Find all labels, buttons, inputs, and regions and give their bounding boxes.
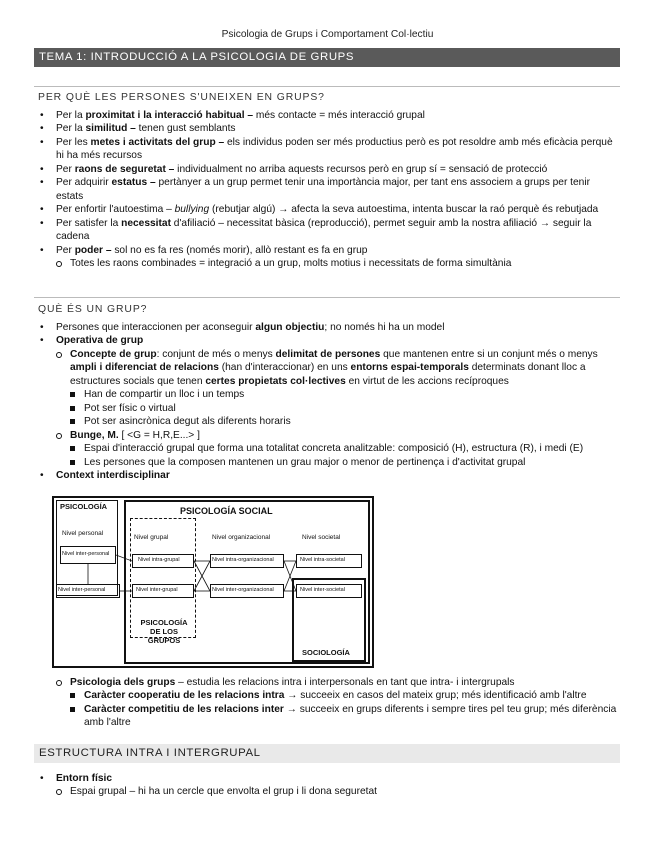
- page-header: Psicologia de Grups i Comportament Col·lectiu: [221, 29, 434, 40]
- list-item: Han de compartir un lloc i un temps: [38, 388, 618, 401]
- list-item: • Per les metes i activitats del grup – els individus poden ser més productius però es pot resoldre amb més eficàcia perquè hi ha més recursos: [38, 136, 618, 163]
- list-item: • Operativa de grup: [38, 334, 618, 347]
- list-item: Concepte de grup: conjunt de més o menys delimitat de persones que mantenen entre si un conjunt més o menys ampli i diferenciat de relacions (han d'interaccionar) en uns entorns espai-temporals determinats donant lloc a estructures socials que tenen certes propietats col·lectives en virtut de les accions recíproques: [38, 348, 618, 388]
- chapter-title-bar: TEMA 1: INTRODUCCIÓ A LA PSICOLOGIA DE GRUPS: [34, 48, 620, 67]
- structure-list: [38, 772, 618, 799]
- section-divider: [34, 297, 620, 298]
- list-item: Caràcter competitiu de les relacions inter → succeeix en grups diferents i sempre tires pel teu grup; més diferència amb l'altre: [38, 703, 618, 730]
- list-item: • Per poder – sol no es fa res (només morir), allò restant es fa en grup: [38, 244, 618, 257]
- interdisciplinary-diagram: [52, 496, 374, 668]
- label-nivel-interpersonal-2: Nivel inter-personal: [58, 587, 106, 593]
- label-nivel-societal: Nivel societal: [302, 534, 341, 541]
- label-psicologia-social: PSICOLOGÍA SOCIAL: [180, 506, 273, 516]
- list-item: Totes les raons combinades = integració a un grup, molts motius i necessitats de forma simultània: [38, 257, 618, 270]
- label-nivel-intragrupal: Nivel intra-grupal: [138, 557, 180, 563]
- label-nivel-intraorganizacional: Nivel intra-organizacional: [212, 557, 274, 563]
- list-item: • Per adquirir estatus – pertànyer a un grup permet tenir una importància major, per tant ens associem a grups per tenir estats: [38, 176, 618, 203]
- label-nivel-personal: Nivel personal: [62, 530, 104, 537]
- list-item: • Per la similitud – tenen gust semblants: [38, 122, 618, 135]
- section-title-what-is-group: QUÈ ÉS UN GRUP?: [38, 304, 148, 315]
- section-bar-intra-intergroup: ESTRUCTURA INTRA I INTERGRUPAL: [34, 744, 620, 763]
- reasons-list: [38, 109, 618, 270]
- list-item: Bunge, M. [ <G = H,R,E...> ]: [38, 429, 618, 442]
- diagram-arrows: [52, 496, 374, 668]
- label-nivel-intrasocietal: Nivel intra-societal: [300, 557, 345, 563]
- label-nivel-interpersonal: Nivel inter-personal: [62, 551, 110, 557]
- list-item: • Per raons de seguretat – individualment no arriba aquests recursos però en grup sí = sensació de protecció: [38, 163, 618, 176]
- label-sociologia: SOCIOLOGÍA: [302, 648, 350, 657]
- label-nivel-intersocietal: Nivel inter-societal: [300, 587, 345, 593]
- list-item: Les persones que la composen mantenen un grau major o menor de pertinença i d'activitat grupal: [38, 456, 618, 469]
- list-item: • Persones que interaccionen per aconseguir algun objectiu; no només hi ha un model: [38, 321, 618, 334]
- label-psicologia: PSICOLOGÍA: [60, 502, 108, 511]
- list-item: Pot ser asincrònica degut als diferents horaris: [38, 415, 618, 428]
- list-item: • Per la proximitat i la interacció habitual – més contacte = més interacció grupal: [38, 109, 618, 122]
- label-nivel-intergrupal: Nivel inter-grupal: [136, 587, 178, 593]
- section-divider: [34, 86, 620, 87]
- list-item: • Per satisfer la necessitat d'afiliació – necessitat bàsica (reproducció), permet seguir amb la nostra afiliació → seguir la cadena: [38, 217, 618, 244]
- label-nivel-organizacional: Nivel organizacional: [212, 534, 271, 541]
- list-item: Pot ser físic o virtual: [38, 402, 618, 415]
- group-psychology-list: [38, 676, 618, 730]
- list-item: • Per enfortir l'autoestima – bullying (rebutjar algú) → afecta la seva autoestima, intenta buscar la raó perquè és rebutjada: [38, 203, 618, 216]
- list-item: Caràcter cooperatiu de les relacions intra → succeeix en casos del mateix grup; més identificació amb l'altre: [38, 689, 618, 702]
- section-title-why-groups: PER QUÈ LES PERSONES S'UNEIXEN EN GRUPS?: [38, 92, 325, 103]
- group-definition-list: [38, 321, 618, 482]
- list-item: • Entorn físic: [38, 772, 618, 785]
- list-item: Espai grupal – hi ha un cercle que envolta el grup i li dona seguretat: [38, 785, 618, 798]
- label-nivel-interorganizacional: Nivel inter-organizacional: [212, 587, 274, 593]
- list-item: • Context interdisciplinar: [38, 469, 618, 482]
- label-psicologia-grupos: PSICOLOGÍA DE LOS GRUPOS: [140, 618, 188, 645]
- list-item: Espai d'interacció grupal que forma una totalitat concreta analitzable: composició (H), estructura (R), i medi (E): [38, 442, 618, 455]
- list-item: Psicologia dels grups – estudia les relacions intra i interpersonals en tant que intra- i intergrupals: [38, 676, 618, 689]
- label-nivel-grupal: Nivel grupal: [134, 534, 169, 541]
